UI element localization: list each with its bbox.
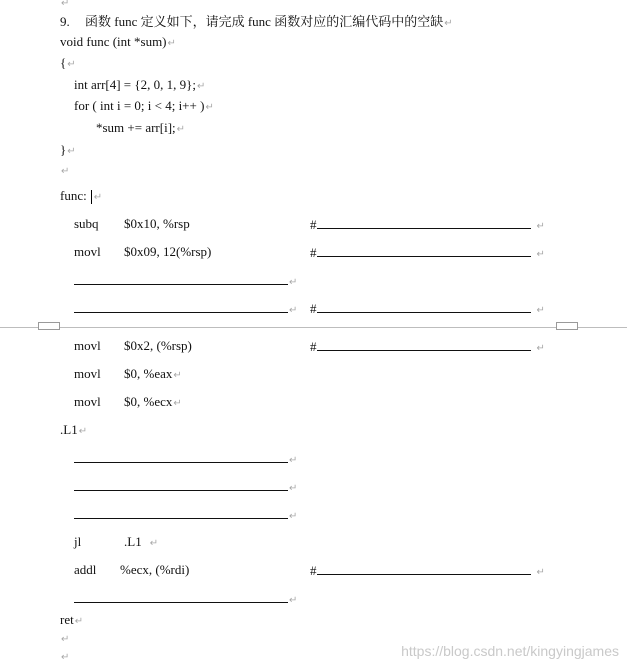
paragraph-mark: ↵ (289, 305, 298, 316)
code-text: } (60, 142, 67, 157)
empty-line (60, 0, 69, 12)
instruction-blank[interactable] (74, 272, 297, 291)
answer-blank[interactable] (317, 244, 531, 257)
answer-blank[interactable] (74, 272, 288, 285)
code-line (74, 98, 214, 116)
loop-label-line (60, 422, 87, 440)
answer-blank[interactable] (317, 338, 531, 351)
instruction-blank[interactable] (74, 506, 297, 525)
asm-line (74, 216, 99, 232)
paragraph-mark: ↵ (67, 59, 76, 70)
question-text: 函数 func 定义如下，请完成 func 函数对应的汇编代码中的空缺 (85, 14, 444, 29)
empty-line (60, 630, 69, 648)
comment-blank[interactable] (310, 338, 545, 357)
asm-line (74, 534, 81, 550)
comment-mark: # (310, 563, 317, 578)
asm-op: movl (74, 338, 101, 353)
paragraph-mark: ↵ (196, 81, 206, 92)
text-cursor (91, 190, 92, 204)
paragraph-mark: ↵ (61, 652, 70, 663)
ret-line (60, 612, 83, 630)
answer-blank[interactable] (74, 450, 288, 463)
paragraph-mark: ↵ (205, 102, 214, 113)
asm-args: .L1 ↵ (124, 534, 159, 549)
answer-blank[interactable] (74, 300, 288, 313)
page-separator (0, 327, 627, 328)
paragraph-mark: ↵ (61, 634, 70, 645)
comment-mark: # (310, 339, 317, 354)
paragraph-mark: ↵ (289, 483, 298, 494)
question-number: 9. (60, 14, 70, 29)
right-margin-handle[interactable] (556, 322, 578, 330)
asm-args: $0x10, %rsp (124, 216, 190, 231)
asm-args: $0x2, (%rsp) (124, 338, 192, 353)
asm-op: movl (74, 366, 101, 381)
func-label: func: (60, 188, 87, 203)
watermark: https://blog.csdn.net/kingyingjames (401, 643, 619, 659)
paragraph-mark: ↵ (173, 370, 182, 381)
instruction-blank[interactable] (74, 478, 297, 497)
comment-mark: # (310, 245, 317, 260)
answer-blank[interactable] (74, 478, 288, 491)
asm-args: $0x09, 12(%rsp) (124, 244, 212, 259)
instruction-blank[interactable] (74, 590, 297, 609)
paragraph-mark: ↵ (536, 305, 545, 316)
paragraph-mark: ↵ (74, 616, 84, 627)
comment-mark: # (310, 301, 317, 316)
paragraph-mark: ↵ (61, 0, 70, 9)
code-text: void func (int *sum) (60, 34, 167, 49)
instruction-blank[interactable] (74, 300, 297, 319)
code-text: { (60, 55, 67, 70)
paragraph-mark: ↵ (167, 38, 176, 49)
asm-line (74, 338, 101, 354)
asm-line (74, 394, 101, 410)
paragraph-mark: ↵ (61, 166, 70, 177)
question-line (60, 14, 453, 32)
asm-args: $0, %ecx↵ (124, 394, 182, 409)
paragraph-mark: ↵ (173, 398, 182, 409)
paragraph-mark: ↵ (78, 426, 88, 437)
asm-op: jl (74, 534, 82, 549)
asm-args: %ecx, (%rdi) (120, 562, 190, 577)
answer-blank[interactable] (74, 590, 288, 603)
code-line (96, 120, 185, 138)
paragraph-mark: ↵ (176, 124, 186, 135)
paragraph-mark: ↵ (289, 511, 298, 522)
asm-args: $0, %eax↵ (124, 366, 182, 381)
paragraph-mark: ↵ (536, 343, 545, 354)
empty-line (60, 648, 69, 666)
paragraph-mark: ↵ (289, 455, 298, 466)
answer-blank[interactable] (317, 562, 531, 575)
comment-blank[interactable] (310, 562, 545, 581)
answer-blank[interactable] (317, 300, 531, 313)
asm-op: movl (74, 394, 101, 409)
asm-line (74, 562, 96, 578)
func-label-line[interactable] (60, 188, 102, 206)
code-text: int arr[4] = {2, 0, 1, 9}; (74, 77, 196, 92)
paragraph-mark: ↵ (536, 567, 545, 578)
comment-mark: # (310, 217, 317, 232)
code-line (60, 34, 176, 52)
code-line (60, 142, 76, 160)
instruction-blank[interactable] (74, 450, 297, 469)
paragraph-mark: ↵ (67, 146, 76, 157)
answer-blank[interactable] (74, 506, 288, 519)
paragraph-mark: ↵ (93, 192, 103, 203)
paragraph-mark: ↵ (536, 249, 545, 260)
asm-line (74, 244, 101, 260)
paragraph-mark: ↵ (289, 595, 298, 606)
comment-blank[interactable] (310, 244, 545, 263)
paragraph-mark: ↵ (149, 538, 159, 549)
asm-op: addl (74, 562, 97, 577)
paragraph-mark: ↵ (444, 18, 453, 29)
code-line (74, 77, 205, 95)
ret-label: ret (60, 612, 74, 627)
paragraph-mark: ↵ (289, 277, 298, 288)
code-text: *sum += arr[i]; (96, 120, 176, 135)
left-margin-handle[interactable] (38, 322, 60, 330)
empty-line (60, 162, 69, 180)
asm-op: subq (74, 216, 99, 231)
loop-label: .L1 (60, 422, 78, 437)
answer-blank[interactable] (317, 216, 531, 229)
code-text: for ( int i = 0; i < 4; i++ ) (74, 98, 205, 113)
comment-blank[interactable] (310, 300, 545, 319)
asm-op: movl (74, 244, 101, 259)
comment-blank[interactable] (310, 216, 545, 235)
asm-line (74, 366, 101, 382)
paragraph-mark: ↵ (536, 221, 545, 232)
code-line (60, 55, 76, 73)
